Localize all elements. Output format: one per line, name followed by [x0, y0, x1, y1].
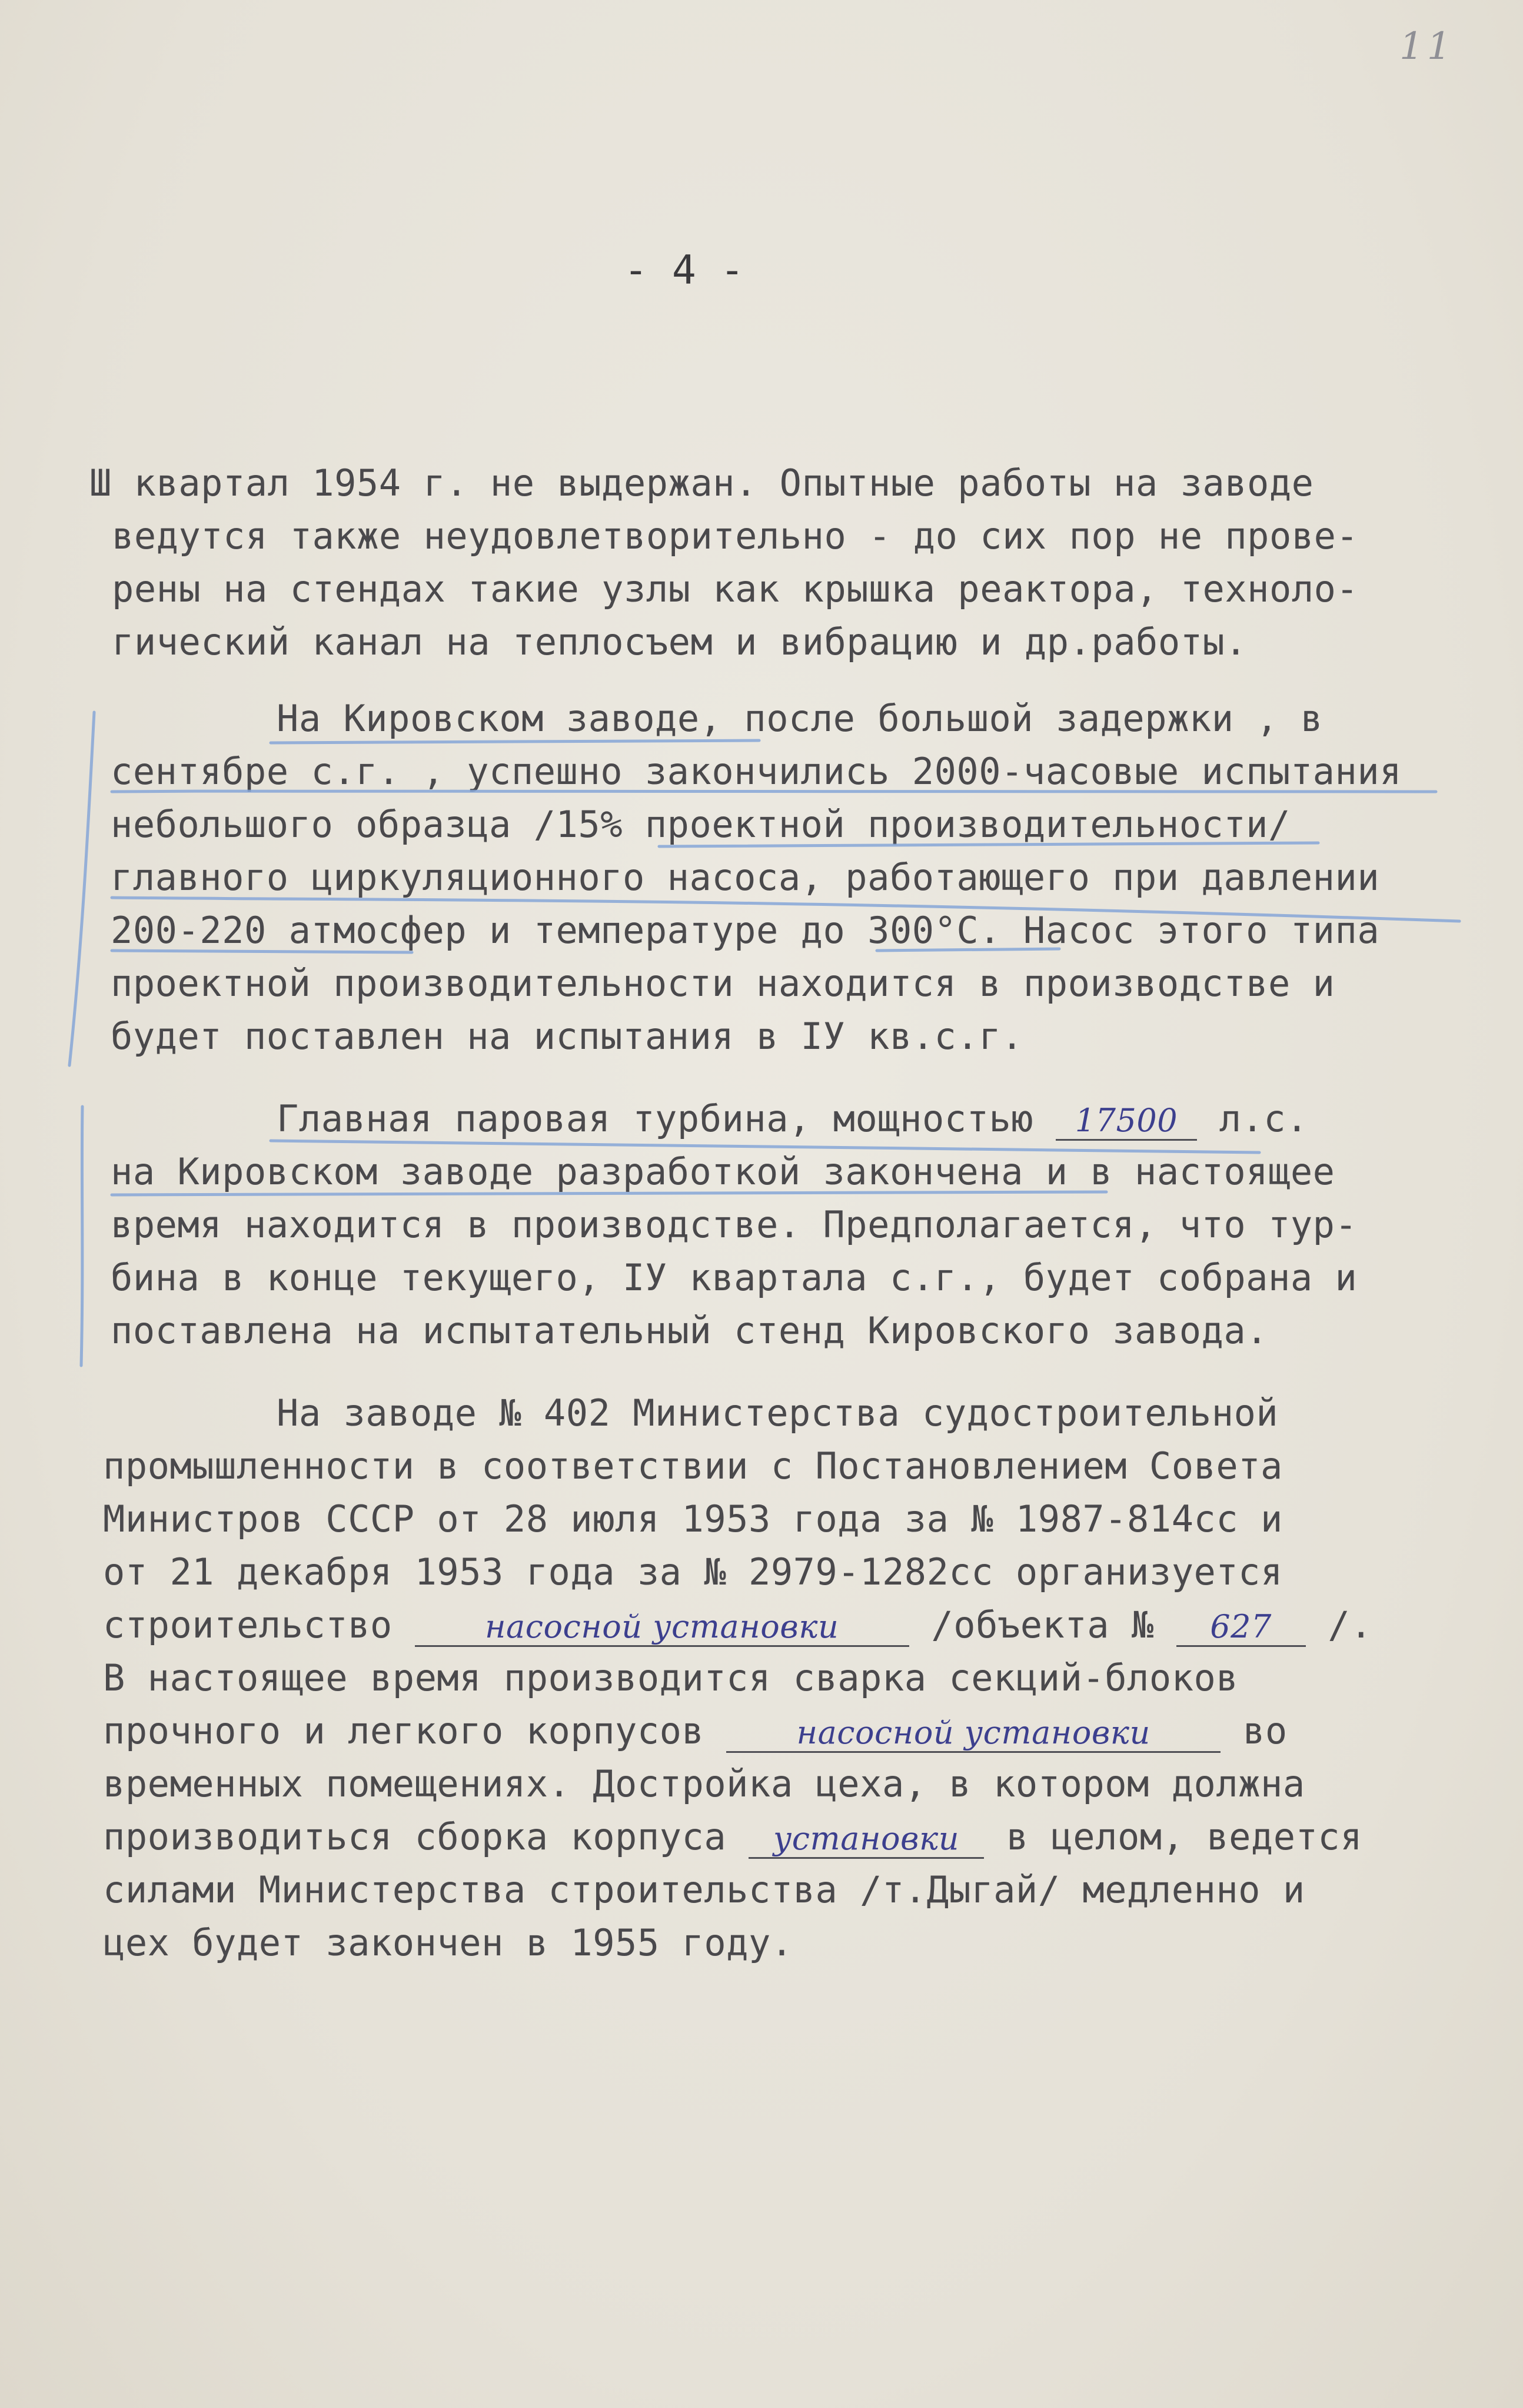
text-line: промышленности в соответствии с Постановлением Совета	[103, 1444, 1283, 1487]
text-line: проектной производительности находится в производстве и	[111, 962, 1335, 1005]
text-line: цех будет закончен в 1955 году.	[103, 1921, 793, 1964]
text-line: На заводе № 402 Министерства судостроительной	[277, 1391, 1279, 1434]
margin-line-paragraph-3	[81, 1107, 82, 1366]
text-line: На Кировском заводе, после большой задержки , в	[277, 697, 1323, 740]
text-line: Ш квартал 1954 г. не выдержан. Опытные работы на заводе	[89, 461, 1314, 504]
handwritten-power-value: 17500	[1056, 1105, 1197, 1141]
page-number: - 4 -	[624, 247, 744, 294]
text-line: производиться сборка корпуса установки в целом, ведется	[103, 1815, 1363, 1858]
text-line: В настоящее время производится сварка секций-блоков	[103, 1656, 1239, 1699]
text-line: от 21 декабря 1953 года за № 2979-1282сс организуется	[103, 1550, 1283, 1593]
text-line: будет поставлен на испытания в IУ кв.с.г.	[111, 1015, 1023, 1058]
text-line: строительство насосной установки /объекта № 627 /.	[103, 1603, 1373, 1646]
margin-line-paragraph-2	[69, 712, 94, 1065]
folio-mark: 11	[1399, 25, 1455, 68]
text-line: Главная паровая турбина, мощностью 17500 л.с.	[277, 1097, 1309, 1140]
handwritten-object-number: 627	[1176, 1611, 1306, 1647]
handwritten-insert: насосной установки	[415, 1611, 909, 1647]
handwritten-insert: установки	[749, 1823, 984, 1859]
underline	[271, 1141, 1259, 1152]
underline	[112, 951, 412, 952]
text-line: бина в конце текущего, IУ квартала с.г., будет собрана и	[111, 1256, 1358, 1299]
text-line: сентябре с.г. , успешно закончились 2000-часовые испытания	[111, 750, 1402, 793]
text-line: 200-220 атмосфер и температуре до 300°С. Насос этого типа	[111, 909, 1380, 952]
text-line: рены на стендах такие узлы как крышка реактора, техноло-	[112, 567, 1359, 610]
text-line: прочного и легкого корпусов насосной установки во	[103, 1709, 1288, 1752]
text-line: гический канал на теплосъем и вибрацию и др.работы.	[112, 620, 1248, 663]
text-line: временных помещениях. Достройка цеха, в котором должна	[103, 1762, 1305, 1805]
underline	[112, 898, 1459, 921]
text-line: ведутся также неудовлетворительно - до сих пор не прове-	[112, 514, 1359, 557]
text-line: поставлена на испытательный стенд Кировского завода.	[111, 1309, 1269, 1352]
text-line: время находится в производстве. Предполагается, что тур-	[111, 1203, 1358, 1246]
text-line: на Кировском заводе разработкой закончена и в настоящее	[111, 1150, 1335, 1193]
text-line: небольшого образца /15% проектной производительности/	[111, 803, 1291, 846]
underline	[659, 843, 1318, 846]
underline	[877, 949, 1059, 951]
underline	[112, 791, 1436, 792]
underline	[112, 1192, 1106, 1195]
handwritten-insert: насосной установки	[726, 1717, 1221, 1753]
text-line: силами Министерства строительства /т.Дыгай/ медленно и	[103, 1868, 1305, 1911]
text-line: главного циркуляционного насоса, работающего при давлении	[111, 856, 1380, 899]
text-line: Министров СССР от 28 июля 1953 года за № 1987-814сс и	[103, 1497, 1283, 1540]
underline	[271, 740, 759, 743]
